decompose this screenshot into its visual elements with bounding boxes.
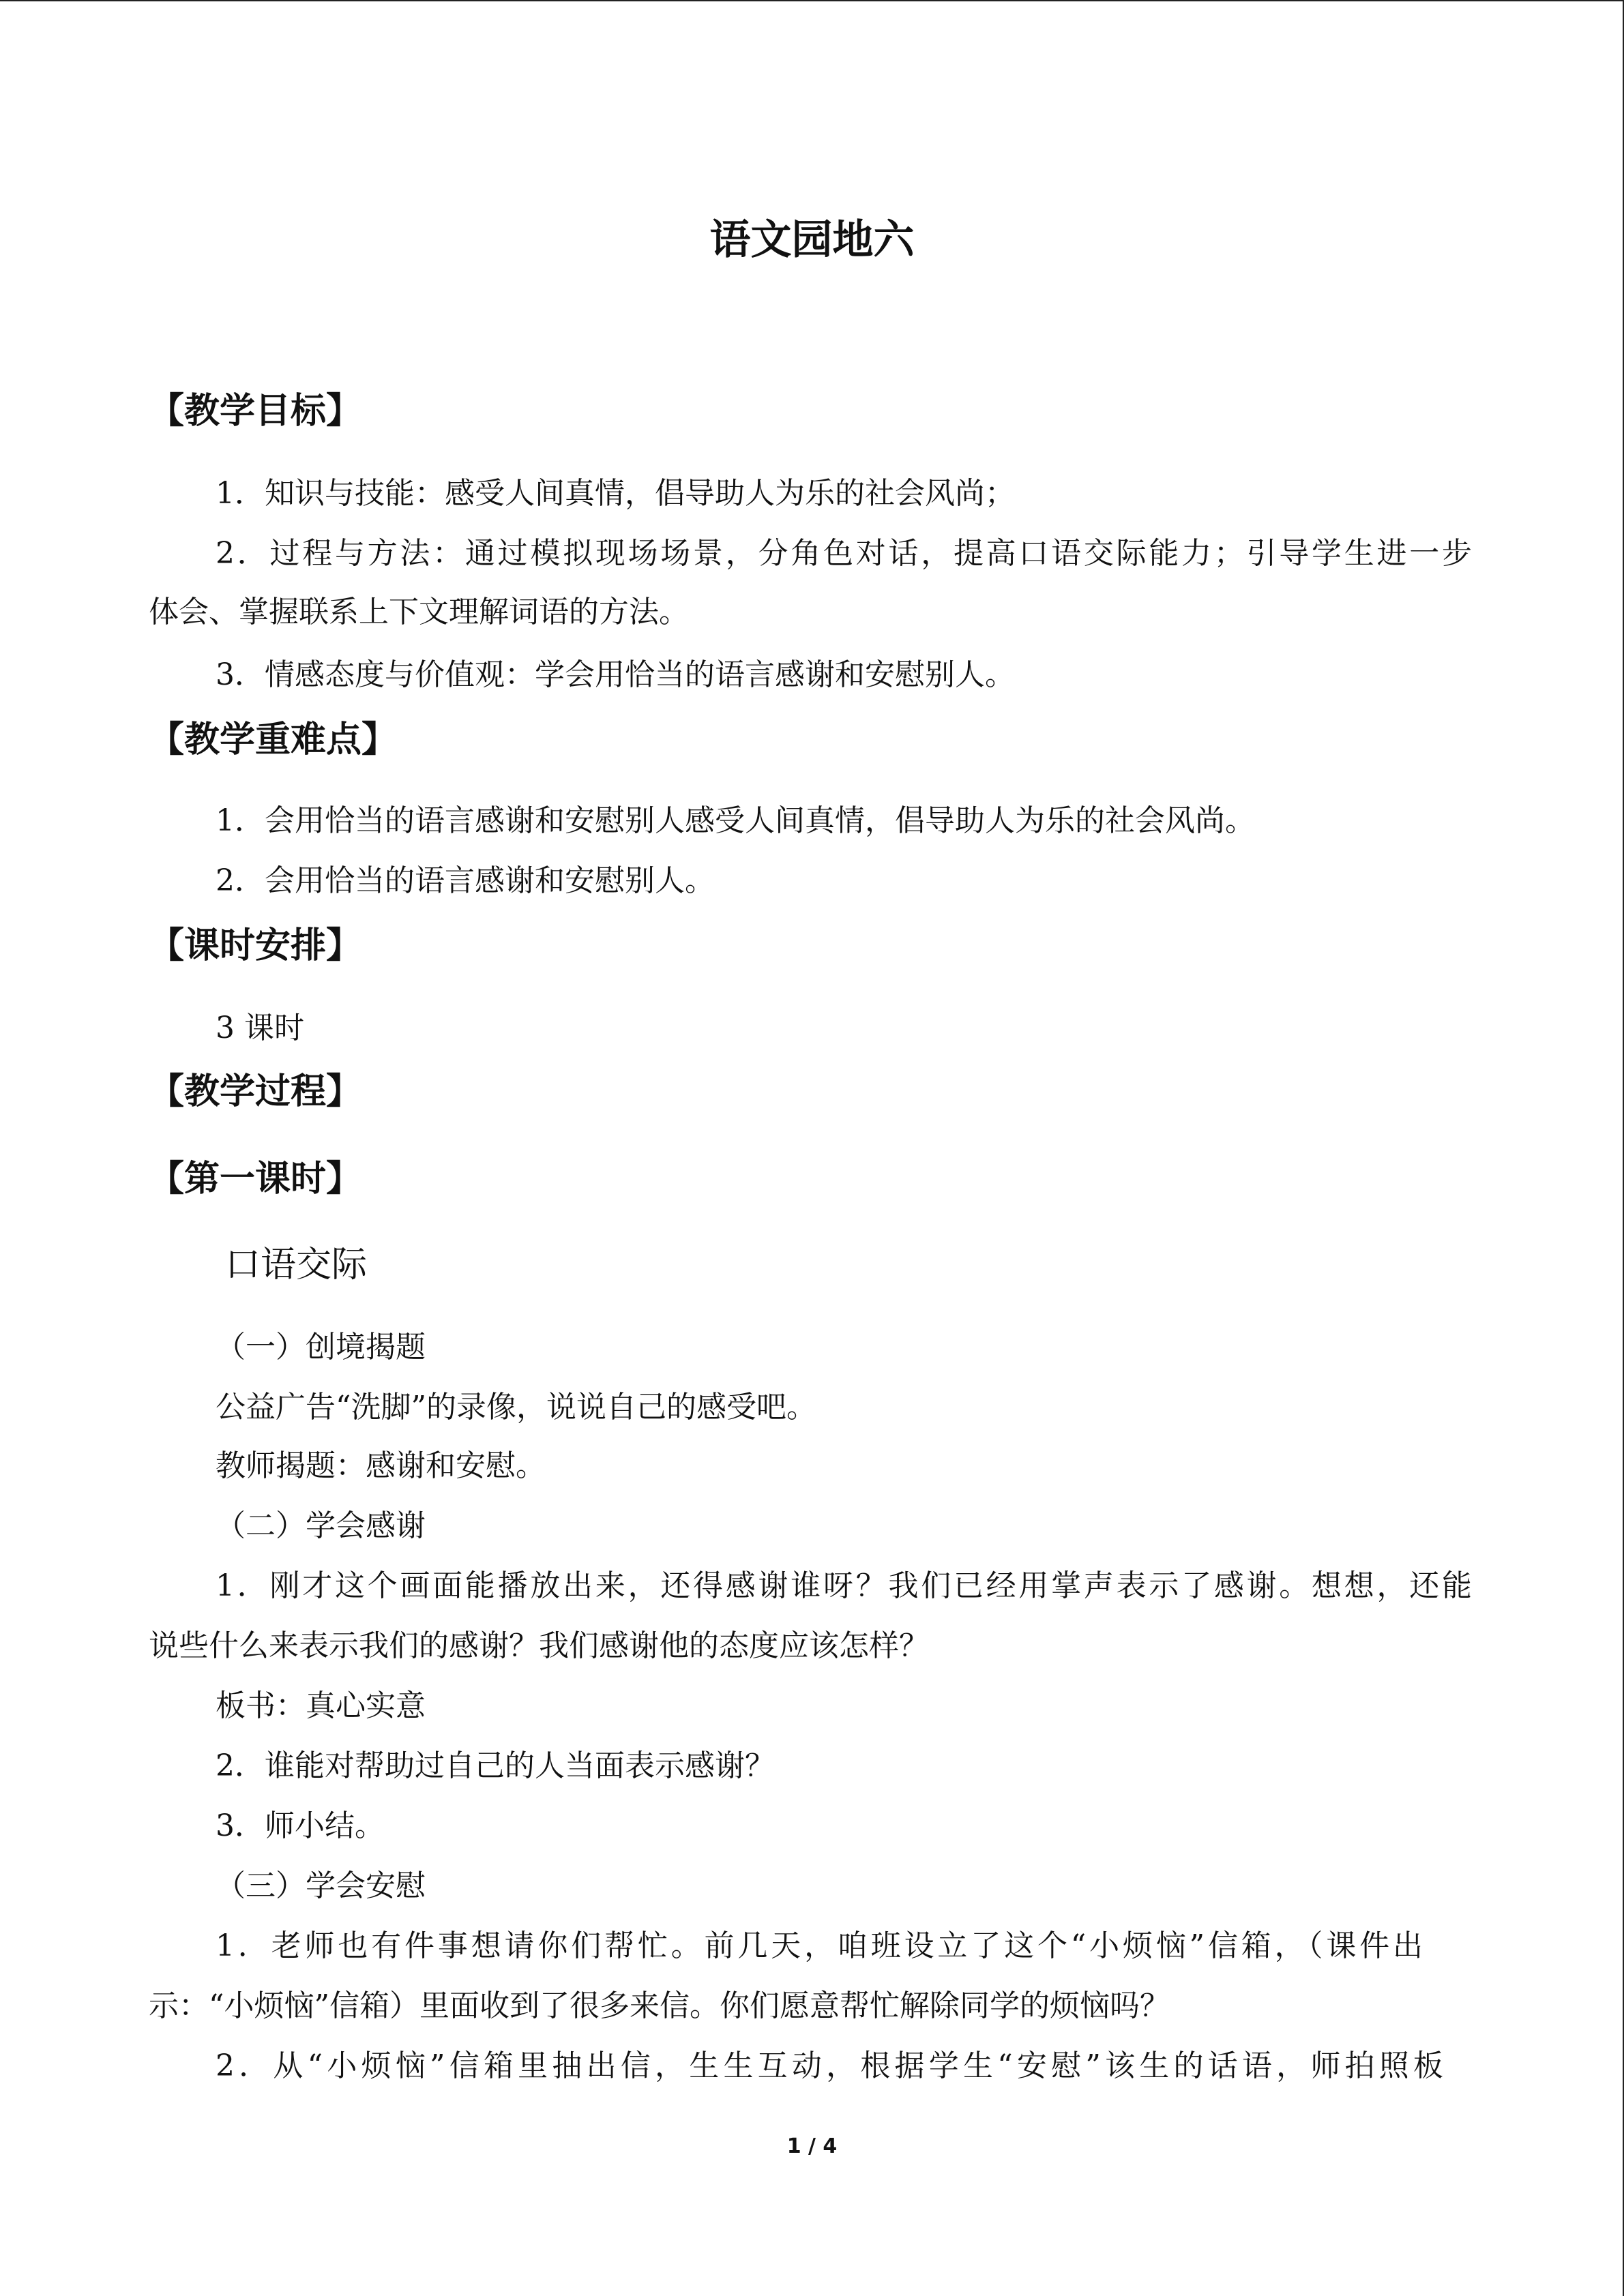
schedule-text: 3 课时 [216,1011,304,1045]
page-border-top [0,0,1624,1]
page-title: 语文园地六 [709,216,915,264]
body-line: （一）创境揭题 [216,1330,426,1365]
page-number: 1 / 4 [786,2134,838,2158]
keypoint-item: 1．会用恰当的语言感谢和安慰别人感受人间真情，倡导助人为乐的社会风尚。 [216,803,1255,838]
objective-item: 3．情感态度与价值观：学会用恰当的语言感谢和安慰别人。 [216,657,1015,692]
body-line: 教师揭题：感谢和安慰。 [216,1448,546,1483]
subheading-oral-communication: 口语交际 [225,1244,368,1285]
objective-item: 2．过程与方法：通过模拟现场场景，分角色对话，提高口语交际能力；引导学生进一步 [216,536,1472,571]
section-heading-keypoints: 【教学重难点】 [149,719,398,760]
body-line: 板书：真心实意 [216,1688,426,1723]
section-heading-process: 【教学过程】 [149,1071,362,1112]
body-line: （二）学会感谢 [216,1508,426,1543]
section-heading-objectives: 【教学目标】 [149,391,362,432]
body-line: 1．刚才这个画面能播放出来，还得感谢谁呀？我们已经用掌声表示了感谢。想想，还能 [216,1568,1472,1603]
body-line-continuation: 示：“小烦恼”信箱）里面收到了很多来信。你们愿意帮忙解除同学的烦恼吗？ [149,1988,1170,2023]
body-line: 3．师小结。 [216,1808,385,1843]
objective-item: 1．知识与技能：感受人间真情，倡导助人为乐的社会风尚； [216,476,1015,511]
objective-item-continuation: 体会、掌握联系上下文理解词语的方法。 [149,595,689,629]
keypoint-item: 2．会用恰当的语言感谢和安慰别人。 [216,863,715,898]
body-line: 公益广告“洗脚”的录像，说说自己的感受吧。 [216,1390,816,1425]
body-line: 1．老师也有件事想请你们帮忙。前几天，咱班设立了这个“小烦恼”信箱，（课件出 [216,1928,1423,1963]
body-line: （三）学会安慰 [216,1868,426,1903]
body-line: 2．谁能对帮助过自己的人当面表示感谢？ [216,1748,775,1783]
body-line-continuation: 说些什么来表示我们的感谢？我们感谢他的态度应该怎样？ [149,1628,929,1663]
section-heading-schedule: 【课时安排】 [149,925,362,966]
body-line: 2．从“小烦恼”信箱里抽出信，生生互动，根据学生“安慰”该生的话语，师拍照板 [216,2048,1443,2083]
section-heading-lesson1: 【第一课时】 [149,1159,362,1199]
